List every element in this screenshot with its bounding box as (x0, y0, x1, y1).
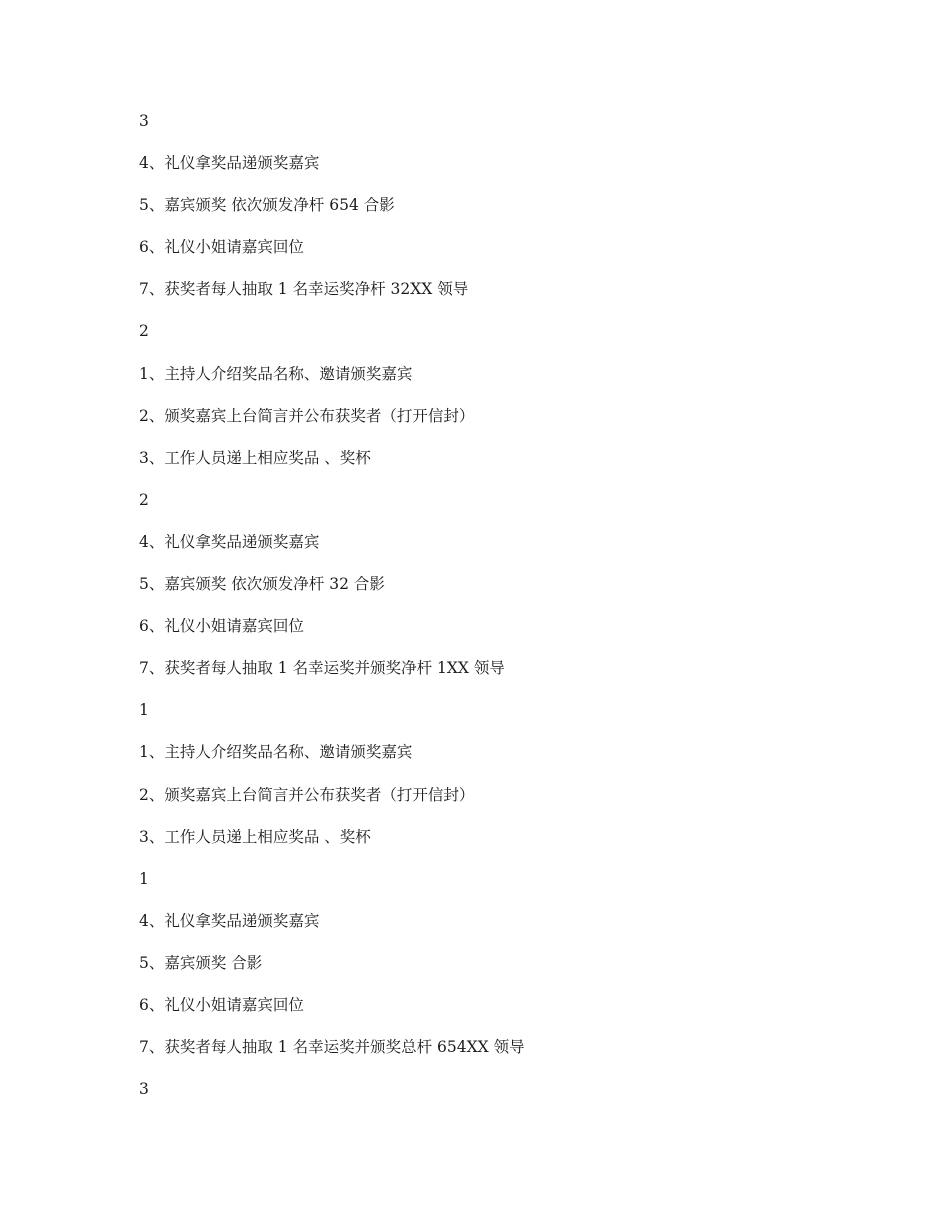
text-line: 4、礼仪拿奖品递颁奖嘉宾 (139, 911, 320, 930)
text-line: 3 (139, 1080, 149, 1099)
text-line: 1 (139, 701, 149, 720)
text-line: 6、礼仪小姐请嘉宾回位 (139, 995, 304, 1014)
text-line: 5、嘉宾颁奖 依次颁发净杆 654 合影 (139, 196, 395, 215)
text-line: 4、礼仪拿奖品递颁奖嘉宾 (139, 532, 320, 551)
text-line: 3 (139, 112, 149, 130)
text-line: 3、工作人员递上相应奖品 、奖杯 (139, 827, 371, 846)
text-line: 2 (139, 490, 149, 509)
text-line: 7、获奖者每人抽取 1 名幸运奖净杆 32XX 领导 (139, 280, 469, 299)
text-line: 2 (139, 322, 149, 341)
text-line: 7、获奖者每人抽取 1 名幸运奖并颁奖总杆 654XX 领导 (139, 1038, 525, 1057)
text-line: 3、工作人员递上相应奖品 、奖杯 (139, 448, 371, 467)
text-line: 7、获奖者每人抽取 1 名幸运奖并颁奖净杆 1XX 领导 (139, 659, 505, 678)
text-line: 6、礼仪小姐请嘉宾回位 (139, 617, 304, 636)
text-line: 1、主持人介绍奖品名称、邀请颁奖嘉宾 (139, 743, 413, 762)
text-line: 6、礼仪小姐请嘉宾回位 (139, 238, 304, 257)
text-line: 1、主持人介绍奖品名称、邀请颁奖嘉宾 (139, 364, 413, 383)
text-line: 2、颁奖嘉宾上台简言并公布获奖者（打开信封） (139, 406, 475, 425)
text-line: 5、嘉宾颁奖 依次颁发净杆 32 合影 (139, 575, 385, 594)
text-line: 1 (139, 869, 149, 888)
text-line: 4、礼仪拿奖品递颁奖嘉宾 (139, 154, 320, 173)
text-line: 2、颁奖嘉宾上台简言并公布获奖者（打开信封） (139, 785, 475, 804)
document-body (139, 109, 839, 1119)
text-line: 5、嘉宾颁奖 合影 (139, 953, 263, 972)
